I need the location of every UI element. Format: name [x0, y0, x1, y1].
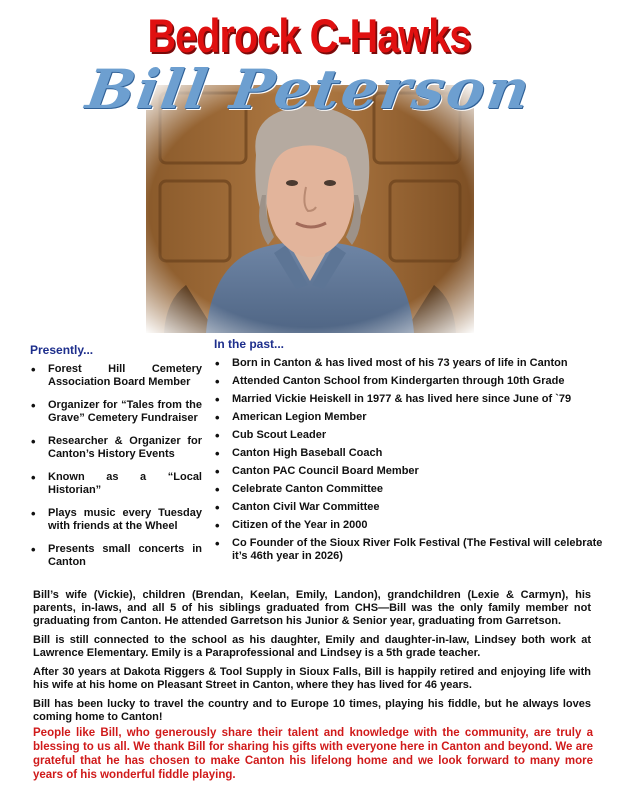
bio-paragraph-school: Bill is still connected to the school as his daughter, Emily and daughter-in-law, Lindsey both work at Lawrence Elementary. Emily is a Paraprofessional and Lindsey is a 5th grade teacher. — [33, 634, 591, 659]
list-item: • Canton PAC Council Board Member — [214, 465, 609, 478]
presently-section — [30, 343, 202, 579]
past-section — [214, 337, 609, 568]
team-title: Bedrock C-Hawks — [147, 9, 471, 62]
list-item: • Canton High Baseball Coach — [214, 447, 609, 460]
presently-list — [30, 363, 202, 569]
list-item: • Born in Canton & has lived most of his 73 years of life in Canton — [214, 357, 609, 370]
past-heading: In the past... — [214, 337, 285, 351]
past-list — [214, 357, 609, 563]
presently-heading: Presently... — [30, 343, 94, 357]
portrait-illustration — [146, 85, 474, 333]
list-item: • American Legion Member — [214, 411, 609, 424]
list-item: • Presents small concerts in Canton — [30, 543, 202, 569]
closing-statement: People like Bill, who generously share their talent and knowledge with the community, are truly a blessing to us all. We thank Bill for sharing his gifts with everyone here in Canton and beyond. We are grateful that he has chosen to make Canton his lifelong home and we look forward to many more years of his wonderful fiddle playing. — [33, 727, 593, 781]
list-item: • Researcher & Organizer for Canton’s History Events — [30, 435, 202, 461]
list-item: • Citizen of the Year in 2000 — [214, 519, 609, 532]
list-item: • Plays music every Tuesday with friends at the Wheel — [30, 507, 202, 533]
list-item: • Organizer for “Tales from the Grave” Cemetery Fundraiser — [30, 399, 202, 425]
list-item: • Celebrate Canton Committee — [214, 483, 609, 496]
bio-paragraph-career: After 30 years at Dakota Riggers & Tool Supply in Sioux Falls, Bill is happily retired and enjoying life with his wife at his home on Pleasant Street in Canton, where they has lived for 46 years. — [33, 666, 591, 691]
list-item: • Known as a “Local Historian” — [30, 471, 202, 497]
list-item: • Attended Canton School from Kindergarten through 10th Grade — [214, 375, 609, 388]
list-item: • Married Vickie Heiskell in 1977 & has lived here since June of `79 — [214, 393, 609, 406]
list-item: • Cub Scout Leader — [214, 429, 609, 442]
list-item: • Co Founder of the Sioux River Folk Festival (The Festival will celebrate it’s 46th year in 2026) — [214, 537, 609, 563]
person-name-title: Bill Peterson — [82, 57, 536, 121]
portrait-photo — [146, 85, 474, 333]
bio-paragraph-travel: Bill has been lucky to travel the country and to Europe 10 times, playing his fiddle, but he always loves coming home to Canton! — [33, 698, 591, 723]
list-item: • Canton Civil War Committee — [214, 501, 609, 514]
bio-paragraph-family: Bill’s wife (Vickie), children (Brendan, Keelan, Emily, Landon), grandchildren (Lexie & Carmyn), his parents, in-laws, and all 5 of his siblings graduated from CHS—Bill was the only family member not graduating from Canton. He attended Garretson his Junior & Senior year, graduating from Garretson. — [33, 589, 591, 627]
list-item: • Forest Hill Cemetery Association Board Member — [30, 363, 202, 389]
biography-text — [33, 589, 591, 730]
